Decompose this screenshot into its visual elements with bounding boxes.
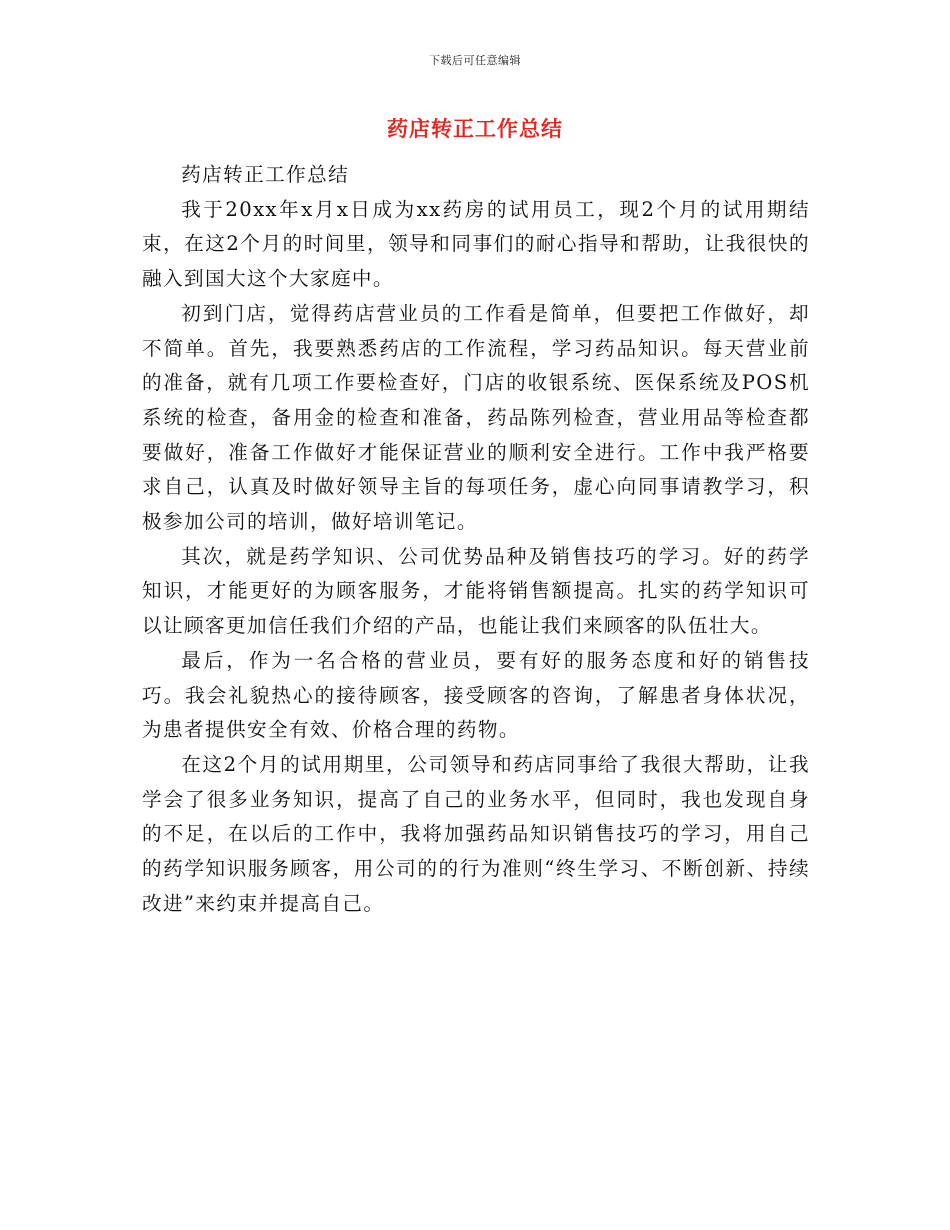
document-body bbox=[142, 158, 810, 921]
header-note: 下载后可任意编辑 bbox=[429, 54, 521, 67]
paragraph: 初到门店，觉得药店营业员的工作看是简单，但要把工作做好，却不简单。首先，我要熟悉药店的工作流程，学习药品知识。每天营业前的准备，就有几项工作要检查好，门店的收银系统、医保系统及POS机系统的检查，备用金的检查和准备，药品陈列检查，营业用品等检查都要做好，准备工作做好才能保证营业的顺利安全进行。工作中我严格要求自己，认真及时做好领导主旨的每项任务，虚心向同事请教学习，积极参加公司的培训，做好培训笔记。 bbox=[142, 301, 810, 534]
document-title: 药店转正工作总结 bbox=[387, 116, 563, 141]
paragraph: 在这2个月的试用期里，公司领导和药店同事给了我很大帮助，让我学会了很多业务知识，提高了自己的业务水平，但同时，我也发现自身的不足，在以后的工作中，我将加强药品知识销售技巧的学习，用自己的药学知识服务顾客，用公司的的行为准则“终生学习、不断创新、持续改进”来约束并提高自己。 bbox=[142, 752, 810, 915]
paragraph: 其次，就是药学知识、公司优势品种及销售技巧的学习。好的药学知识，才能更好的为顾客服务，才能将销售额提高。扎实的药学知识可以让顾客更加信任我们介绍的产品，也能让我们来顾客的队伍壮大。 bbox=[142, 544, 810, 638]
paragraph: 我于20xx年x月x日成为xx药房的试用员工，现2个月的试用期结束，在这2个月的时间里，领导和同事们的耐心指导和帮助，让我很快的融入到国大这个大家庭中。 bbox=[142, 197, 810, 291]
paragraph: 最后，作为一名合格的营业员，要有好的服务态度和好的销售技巧。我会礼貌热心的接待顾客，接受顾客的咨询，了解患者身体状况，为患者提供安全有效、价格合理的药物。 bbox=[142, 648, 810, 742]
paragraph-subtitle: 药店转正工作总结 bbox=[181, 163, 350, 186]
